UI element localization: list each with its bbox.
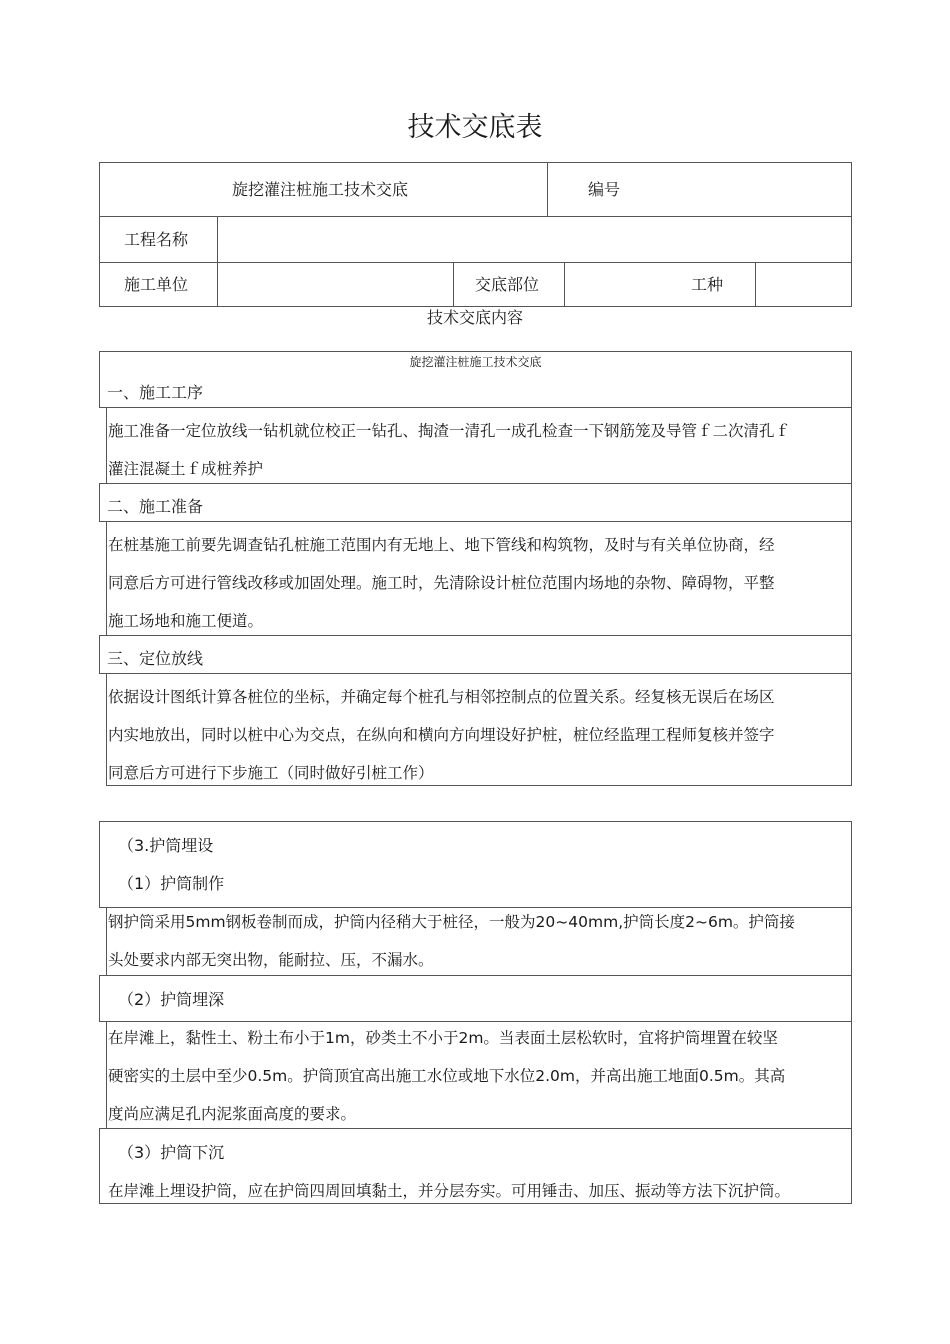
paragraph-line: 头处要求内部无突出物，能耐拉、压，不漏水。 bbox=[108, 951, 434, 969]
trade-value-cell[interactable] bbox=[760, 266, 848, 303]
content-title: 旋挖灌注桩施工技术交底 bbox=[409, 355, 542, 369]
header-row-divider-2 bbox=[99, 262, 852, 263]
table-left-border bbox=[106, 521, 107, 635]
content-heading: 技术交底内容 bbox=[426, 308, 523, 327]
casing-sinking-paragraph bbox=[108, 1172, 790, 1210]
table-right-border bbox=[851, 821, 852, 1203]
number-label: 编号 bbox=[588, 180, 621, 199]
casing-depth-paragraph bbox=[108, 1019, 785, 1133]
project-name-label: 工程名称 bbox=[124, 230, 189, 249]
table-left-border bbox=[106, 1021, 107, 1128]
table-top-border bbox=[99, 821, 852, 822]
construction-unit-value-cell[interactable] bbox=[222, 266, 449, 303]
handover-part-label: 交底部位 bbox=[475, 275, 540, 294]
header-row-divider-1 bbox=[99, 216, 852, 217]
table-top-border bbox=[99, 351, 852, 352]
table-left-border bbox=[99, 483, 100, 521]
casing-heading: （3.护筒埋设 bbox=[118, 836, 214, 855]
paragraph-line: 施工场地和施工便道。 bbox=[108, 612, 264, 630]
project-name-value-cell[interactable] bbox=[222, 220, 848, 258]
section-divider bbox=[99, 673, 852, 674]
paragraph-line: 内实地放出，同时以桩中心为交点，在纵向和横向方向埋设好护桩，桩位经监理工程师复核并签字 bbox=[108, 726, 775, 744]
section-heading-layout: 三、定位放线 bbox=[107, 649, 204, 668]
casing-depth-heading: （2）护筒埋深 bbox=[118, 990, 225, 1009]
paragraph-line: 同意后方可进行下步施工（同时做好引桩工作） bbox=[108, 764, 434, 782]
section-divider bbox=[99, 407, 852, 408]
header-col-divider bbox=[217, 216, 218, 307]
paragraph-line: 度尚应满足孔内泥浆面高度的要求。 bbox=[108, 1105, 357, 1123]
section-heading-preparation: 二、施工准备 bbox=[107, 497, 204, 516]
table-left-border bbox=[106, 673, 107, 785]
paragraph-line: 钢护筒采用5mm钢板卷制而成，护筒内径稍大于桩径，一般为20~40mm,护筒长度2~6m。护筒接 bbox=[108, 913, 795, 931]
process-paragraph bbox=[108, 412, 790, 488]
paragraph-line: 灌注混凝土ｆ成桩养护 bbox=[108, 460, 264, 478]
paragraph-line: 硬密实的土层中至少0.5m。护筒顶宜高出施工水位或地下水位2.0m，并高出施工地面0.5m。其高 bbox=[108, 1067, 786, 1085]
table-left-border bbox=[99, 1128, 100, 1203]
paragraph-line: 在桩基施工前要先调查钻孔桩施工范围内有无地上、地下管线和构筑物，及时与有关单位协商，经 bbox=[108, 536, 775, 554]
paragraph-line: 施工准备一定位放线一钻机就位校正一钻孔、掏渣一清孔一成孔检查一下钢筋笼及导管ｆ二次清孔ｆ bbox=[108, 422, 791, 440]
preparation-paragraph bbox=[108, 526, 775, 640]
header-col-divider bbox=[755, 262, 756, 307]
table-left-border bbox=[106, 407, 107, 483]
section-heading-process: 一、施工工序 bbox=[107, 383, 204, 402]
construction-unit-label: 施工单位 bbox=[124, 275, 189, 294]
table-left-border bbox=[106, 907, 107, 975]
casing-fabrication-heading: （1）护筒制作 bbox=[118, 874, 225, 893]
paragraph-line: 依据设计图纸计算各桩位的坐标，并确定每个桩孔与相邻控制点的位置关系。经复核无误后在场区 bbox=[108, 688, 775, 706]
number-value-cell[interactable] bbox=[640, 166, 848, 212]
header-col-divider bbox=[453, 262, 454, 307]
table-right-border bbox=[851, 351, 852, 785]
section-divider bbox=[99, 521, 852, 522]
header-col-divider bbox=[547, 162, 548, 216]
table-left-border bbox=[99, 821, 100, 907]
casing-sinking-heading: （3）护筒下沉 bbox=[118, 1143, 225, 1162]
paragraph-line: 在岸滩上埋设护筒，应在护筒四周回填黏土，并分层夯实。可用锤击、加压、振动等方法下沉护筒。 bbox=[108, 1182, 791, 1200]
page-title: 技术交底表 bbox=[407, 112, 543, 143]
table-left-border bbox=[99, 635, 100, 673]
layout-paragraph bbox=[108, 678, 775, 792]
subject-title: 旋挖灌注桩施工技术交底 bbox=[232, 180, 409, 199]
paragraph-line: 在岸滩上，黏性土、粉土布小于1m，砂类土不小于2m。当表面土层松软时，宜将护筒埋置在较坚 bbox=[108, 1029, 778, 1047]
casing-fabrication-paragraph bbox=[108, 903, 795, 979]
paragraph-line: 同意后方可进行管线改移或加固处理。施工时，先清除设计桩位范围内场地的杂物、障碍物，平整 bbox=[108, 574, 775, 592]
header-col-divider bbox=[564, 262, 565, 307]
trade-label: 工种 bbox=[691, 275, 724, 294]
table-left-border bbox=[99, 975, 100, 1021]
